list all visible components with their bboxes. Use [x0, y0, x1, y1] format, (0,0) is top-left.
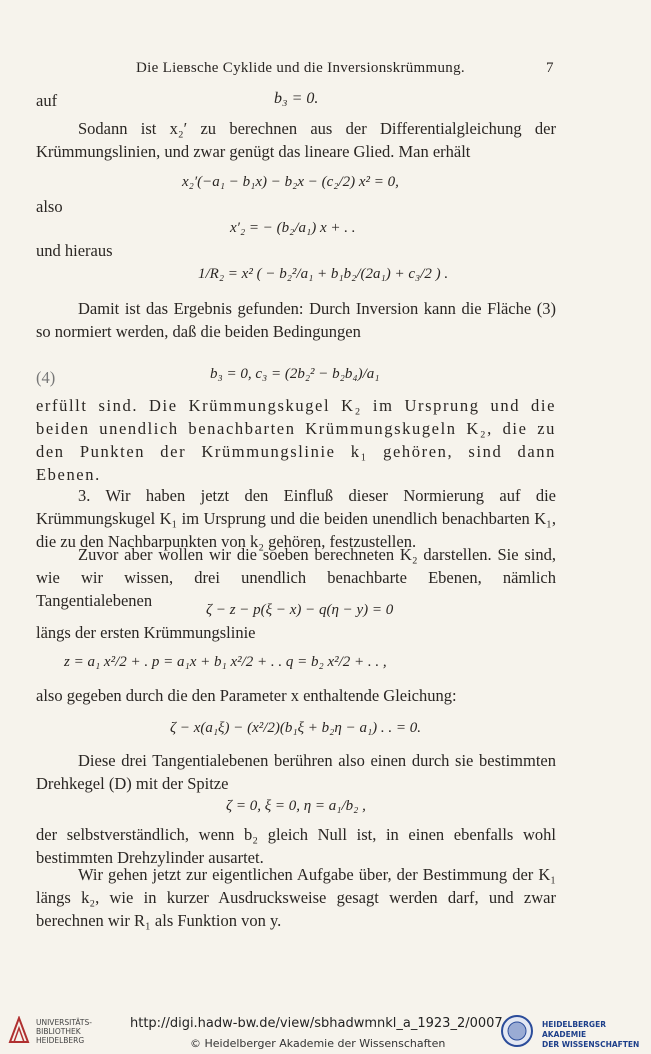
equation-label-4: (4) — [36, 368, 56, 387]
word-also: also — [36, 197, 63, 216]
equation-R2: 1/R₂ = x² ( − b₂²/a₁ + b₁b₂/(2a₁) + c₃/2 ) . — [198, 266, 449, 282]
footer — [0, 1010, 651, 1054]
university-library-logo-icon — [8, 1016, 30, 1044]
equation-parameter: ζ − x(a₁ξ) − (x²/2)(b₁ξ + b₂η − a₁) . . = 0. — [170, 720, 422, 736]
paragraph-6: längs der ersten Krümmungslinie — [36, 623, 256, 642]
academy-name — [542, 1020, 651, 1050]
paragraph-9: der selbstverständlich, wenn b₂ gleich Null ist, in einen ebenfalls wohl bestimmten Drehzylinder ausartet. — [36, 825, 556, 867]
permalink-url[interactable]: http://digi.hadw-bw.de/view/sbhadwmnkl_a_1923_2/0007 — [130, 1016, 503, 1031]
paragraph-3: erfüllt sind. Die Krümmungskugel K₂ im Ursprung und die beiden unendlich benachbarten Krümmungskugeln K₂, die zu den Punkten der Krümmungslinie k₁ gehören, sind dann Ebenen. — [36, 396, 556, 484]
library-name: UNIVERSITÄTS- BIBLIOTHEK HEIDELBERG — [36, 1018, 92, 1045]
paragraph-7: also gegeben durch die den Parameter x enthaltende Gleichung: — [36, 686, 457, 705]
equation-x2prime: x′₂ = − (b₂/a₁) x + . . — [230, 220, 356, 236]
academy-seal-icon — [500, 1014, 534, 1048]
paragraph-1: Sodann ist x₂′ zu berechnen aus der Differentialgleichung der Krümmungslinien, und zwar genügt das lineare Glied. Man erhält — [36, 119, 556, 161]
paragraph-2: Damit ist das Ergebnis gefunden: Durch Inversion kann die Fläche (3) so normiert werden, daß die beiden Bedingungen — [36, 299, 556, 341]
page-number: 7 — [546, 60, 554, 76]
copyright-notice: © Heidelberger Akademie der Wissenschaften — [190, 1037, 446, 1050]
paragraph-8: Diese drei Tangentialebenen berühren also einen durch sie bestimmten Drehkegel (D) mit der Spitze — [36, 751, 556, 793]
equation-b3: b₃ = 0. — [274, 90, 319, 107]
word-auf: auf — [36, 91, 58, 110]
equation-tangent-plane: ζ − z − p(ξ − x) − q(η − y) = 0 — [206, 602, 394, 618]
paragraph-10: Wir gehen jetzt zur eigentlichen Aufgabe über, der Bestimmung der K₁ längs k₂, wie in kurzer Ausdrucksweise gesagt werden darf, und zwar berechnen wir R₁ als Funktion von y. — [36, 865, 556, 930]
running-title: Die Lieʙsche Cyklide und die Inversionskrümmung. — [136, 60, 465, 76]
equation-series: z = a₁ x²/2 + . p = a₁x + b₁ x²/2 + . . q = b₂ x²/2 + . . , — [64, 654, 387, 670]
paragraph-5: Zuvor aber wollen wir die soeben berechneten K₂ darstellen. Sie sind, wie wir wissen, drei unendlich benachbarte Ebenen, nämlich Tangentialebenen — [36, 545, 556, 610]
paragraph-4: 3. Wir haben jetzt den Einfluß dieser Normierung auf die Krümmungskugel K₁ im Ursprung und die beiden unendlich benachbarten K₁, die zu den Nachbarpunkten von k₂ gehören, festzustellen. — [36, 486, 556, 551]
equation-vertex: ζ = 0, ξ = 0, η = a₁/b₂ , — [226, 798, 366, 814]
equation-differential: x₂′(−a₁ − b₁x) − b₂x − (c₂/2) x² = 0, — [182, 174, 399, 190]
equation-conditions: b₃ = 0, c₃ = (2b₂² − b₂b₄)/a₁ — [210, 366, 380, 382]
academy-line-2: DER WISSENSCHAFTEN — [542, 1040, 640, 1049]
academy-line-1: HEIDELBERGER AKADEMIE — [542, 1020, 606, 1039]
word-hieraus: und hieraus — [36, 241, 113, 260]
